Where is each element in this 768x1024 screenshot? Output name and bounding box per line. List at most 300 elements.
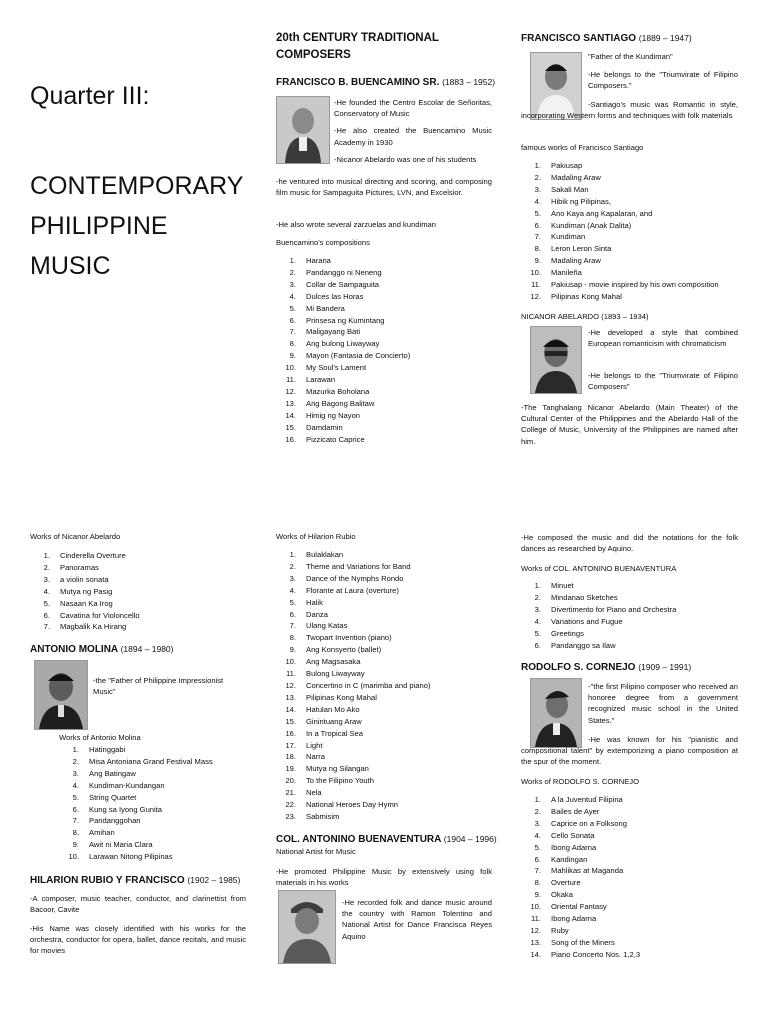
list-item-text: Florante at Laura (overture) [306,585,399,595]
list-item-text: Bulong Liwayway [306,669,365,679]
list-item-text: Song of the Miners [551,937,615,947]
list-item-text: Prinsesa ng Kumintang [306,315,385,325]
list-item-text: Nela [306,788,322,798]
list-number: 9. [72,840,79,850]
cornejo-bullet: -"the first Filipino composer who received an honoree degree from a government recognized music school in the United States." [588,682,738,725]
list-item [524,231,738,243]
composer-name: NICANOR ABELARDO [521,312,600,321]
list-number: 10. [285,657,296,667]
list-number: 11. [286,669,296,679]
list-item-text: Dulces las Horas [306,291,364,301]
buenaventura-paragraph: -He promoted Philippine Music by extensively using folk materials in his works [276,867,492,888]
list-item-text: My Soul's Lament [306,363,367,373]
list-item [524,640,738,652]
cornejo-bullet: -He was known for his "pianistic and compositional talent" by extemporizing a piano composition at the spur of the moment. [521,735,738,767]
buencamino-works-list [279,255,489,446]
list-number: 12. [530,291,541,301]
list-item [33,550,233,562]
list-item-text: To the Filipino Youth [306,776,374,786]
list-item [524,901,738,913]
list-item [279,751,489,763]
list-item-text: Sabmisim [306,811,340,821]
list-item-text: In a Tropical Sea [306,728,363,738]
buenaventura-photo [278,890,336,964]
list-item [279,728,489,740]
list-item-text: Ruby [551,925,569,935]
list-item [279,398,489,410]
works-label: Buencamino's compositions [276,238,370,247]
list-number: 2. [43,562,50,572]
list-item [524,208,738,220]
list-item [524,806,738,818]
list-number: 20. [285,776,296,786]
list-number: 7. [534,232,541,242]
list-item [279,775,489,787]
list-item-text: Theme and Variations for Band [306,561,411,571]
list-number: 12. [530,925,541,935]
molina-works-list [62,744,252,863]
list-item [524,925,738,937]
list-item [524,830,738,842]
list-number: 10. [68,852,79,862]
list-number: 9. [289,645,296,655]
list-item [279,386,489,398]
list-item-text: Oriental Fantasy [551,902,607,912]
list-number: 3. [534,818,541,828]
list-number: 3. [534,184,541,194]
works-label: Works of Hilarion Rubio [276,532,356,541]
list-item-text: Narra [306,752,325,762]
list-number: 15. [285,422,296,432]
list-number: 5. [43,598,50,608]
buencamino-photo [276,96,330,164]
list-number: 3. [43,574,50,584]
abelardo-bullet: -He belongs to the "Triumvirate of Filipino Composers" [588,371,738,392]
list-number: 2. [534,592,541,602]
list-item [279,279,489,291]
list-number: 14. [285,410,296,420]
list-item-text: Maligayang Bati [306,327,361,337]
list-item [33,574,233,586]
list-number: 1. [534,161,541,170]
list-item [279,561,489,573]
list-number: 23. [285,811,296,821]
list-number: 13. [530,937,541,947]
list-number: 17. [285,740,296,750]
molina-bullet: -the "Father of Philippine Impressionist Music" [93,676,224,697]
list-item [279,303,489,315]
molina-heading [30,642,174,657]
list-item-text: Ang Magsasaka [306,657,361,667]
list-item-text: Overture [551,878,581,888]
list-item-text: Halik [306,597,323,607]
list-item [524,291,738,303]
list-item-text: Divertimento for Piano and Orchestra [551,604,677,614]
list-item [62,815,252,827]
list-item [279,350,489,362]
rubio-paragraph: -A composer, music teacher, conductor, and clarinettist from Bacoor, Cavite [30,894,246,915]
list-item [524,818,738,830]
composer-years: (1909 – 1991) [638,662,692,672]
list-item [279,422,489,434]
composer-name: FRANCISCO B. BUENCAMINO SR. [276,77,440,88]
list-number: 8. [534,878,541,888]
bullet-text: -He founded the Centro Escolar de Señoritas, Conservatory of Music [334,98,492,119]
list-number: 6. [534,220,541,230]
composer-years: (1902 – 1985) [187,875,241,885]
list-number: 1. [72,745,79,754]
list-number: 1. [534,795,541,804]
list-item-text: National Heroes Day Hymn [306,800,399,810]
composer-years: (1893 – 1934) [601,312,649,321]
list-item [279,716,489,728]
list-number: 8. [72,828,79,838]
composer-name: RODOLFO S. CORNEJO [521,662,636,673]
list-item-text: Amihan [89,828,115,838]
list-item [33,598,233,610]
list-item [279,291,489,303]
list-item-text: Minuet [551,581,574,590]
list-number: 11. [286,375,296,385]
list-item [62,839,252,851]
list-item [524,160,738,172]
list-number: 2. [72,756,79,766]
list-number: 18. [285,752,296,762]
title-line: MUSIC [30,252,111,280]
list-item-text: Hatinggabi [89,745,126,754]
list-item [33,586,233,598]
list-item [524,279,738,291]
list-item-text: Panoramas [60,562,99,572]
composer-years: (1904 – 1996) [443,834,497,844]
list-item [524,854,738,866]
list-number: 13. [285,692,296,702]
abelardo-bullet: -He developed a style that combined European romanticism with chromaticism [588,328,738,349]
cornejo-works-list [524,794,738,961]
list-number: 2. [534,172,541,182]
list-item [279,362,489,374]
list-item-text: Twopart Invention (piano) [306,633,392,643]
list-item [279,620,489,632]
list-number: 12. [285,680,296,690]
list-number: 1. [534,581,541,590]
list-item-text: Larawan Nitong Pilipinas [89,852,173,862]
list-item [524,628,738,640]
list-number: 16. [285,728,296,738]
list-item-text: Dance of the Nymphs Rondo [306,573,404,583]
list-item-text: Ang Batingaw [89,768,136,778]
composer-years: (1889 – 1947) [638,33,692,43]
list-item-text: Manileña [551,268,582,278]
composer-name: HILARION RUBIO Y FRANCISCO [30,875,185,886]
list-number: 12. [285,386,296,396]
list-number: 5. [289,597,296,607]
santiago-bullet: "Father of the Kundiman" [588,52,673,61]
list-item [279,811,489,823]
list-item [279,740,489,752]
list-item-text: a violin sonata [60,574,109,584]
works-label: Works of Antonio Molina [59,733,141,742]
list-item-text: Mazurka Boholana [306,386,370,396]
works-label: Works of RODOLFO S. CORNEJO [521,777,639,786]
abelardo-heading [521,310,649,324]
list-item-text: Pakiusap [551,161,583,170]
list-item-text: Mutya ng Silangan [306,764,369,774]
list-item [524,580,738,592]
list-item [279,410,489,422]
list-number: 8. [289,339,296,349]
list-number: 9. [534,256,541,266]
list-item-text: Ang Bagong Balitaw [306,398,375,408]
abelardo-paragraph: -The Tanghalang Nicanor Abelardo (Main Theater) of the Cultural Center of the Philippines and the Abelardo Hall of the College of Music, University of the Philippines are named after him. [521,403,738,446]
list-item-text: Kundiman-Kundangan [89,780,165,790]
list-item-text: Ibong Adarna [551,914,597,924]
list-number: 11. [531,280,541,290]
quarter-title: Quarter III: [30,82,150,110]
list-number: 6. [289,609,296,619]
list-number: 7. [289,327,296,337]
list-item-text: Concertino in C (marimba and piano) [306,680,431,690]
list-item [33,610,233,622]
list-item-text: Piano Concerto Nos. 1,2,3 [551,949,641,959]
list-number: 4. [289,291,296,301]
list-item [33,621,233,633]
list-item [524,255,738,267]
list-item-text: Kandingan [551,854,588,864]
list-number: 7. [289,621,296,631]
list-item-text: Ibong Adarna [551,842,597,852]
list-item-text: Mi Bandera [306,303,345,313]
list-item-text: Pilipinas Kong Mahal [306,692,377,702]
works-label: Works of Nicanor Abelardo [30,532,121,541]
list-number: 4. [43,586,50,596]
list-number: 4. [534,196,541,206]
list-number: 8. [534,244,541,254]
list-number: 3. [289,573,296,583]
santiago-bullet: -He belongs to the "Triumvirate of Filipino Composers." [588,70,738,91]
list-item [279,338,489,350]
list-number: 4. [72,780,79,790]
list-number: 14. [285,704,296,714]
list-item-text: Ang Konsyerto (ballet) [306,645,382,655]
abelardo-works-list [33,550,233,633]
list-item [279,680,489,692]
list-item-text: Madaling Araw [551,256,601,266]
list-item [62,780,252,792]
composer-name: FRANCISCO SANTIAGO [521,33,636,44]
list-item-text: Pandanggohan [89,816,141,826]
list-item [524,243,738,255]
list-item [279,315,489,327]
section-heading [276,31,496,62]
list-item [279,644,489,656]
list-number: 4. [534,616,541,626]
list-item [62,827,252,839]
list-item [279,585,489,597]
list-number: 1. [289,256,296,265]
buencamino-paragraph: -he ventured into musical directing and scoring, and composing film music for Sampaguita Pictures, LVN, and Excelsior. [276,177,492,198]
list-number: 2. [289,561,296,571]
list-item-text: Misa Antoniana Grand Festival Mass [89,756,213,766]
list-number: 10. [285,363,296,373]
list-item-text: Ano Kaya ang Kapalaran, and [551,208,653,218]
buenaventura-subtitle: National Artist for Music [276,847,356,856]
list-item [279,255,489,267]
list-number: 10. [530,268,541,278]
list-item-text: Ulang Katas [306,621,348,631]
bullet-text: -He also created the Buencamino Music Academy in 1930 [334,126,492,147]
list-item [279,704,489,716]
santiago-works-list [524,160,738,303]
section-heading-line: 20th CENTURY TRADITIONAL [276,32,439,44]
list-item [524,604,738,616]
list-item [524,937,738,949]
list-item-text: Bailes de Ayer [551,806,600,816]
works-label: Works of COL. ANTONINO BUENAVENTURA [521,564,677,573]
list-item [279,549,489,561]
list-number: 13. [285,398,296,408]
list-item-text: Bulaklakan [306,550,344,559]
list-item [279,267,489,279]
list-item-text: Hibik ng Pilipinas, [551,196,611,206]
list-number: 5. [534,628,541,638]
list-number: 3. [72,768,79,778]
list-item-text: Mindanao Sketches [551,592,618,602]
title-line: CONTEMPORARY [30,172,244,200]
list-item [62,851,252,863]
list-item [279,434,489,446]
list-number: 11. [531,914,541,924]
list-number: 9. [534,890,541,900]
list-number: 1. [289,550,296,559]
list-item-text: Awit ni Maria Clara [89,840,153,850]
buenaventura-paragraph: -He composed the music and did the notations for the folk dances as researched by Aquino. [521,533,738,554]
list-item-text: Pizzicato Caprice [306,434,365,444]
list-number: 5. [72,792,79,802]
works-label: famous works of Francisco Santiago [521,143,644,152]
list-item [524,592,738,604]
page-title [30,166,243,286]
list-number: 16. [285,434,296,444]
list-number: 14. [530,949,541,959]
buencamino-bullets [334,97,492,165]
list-item [62,744,252,756]
list-item [524,913,738,925]
cornejo-heading [521,660,691,675]
list-number: 21. [285,788,296,798]
list-item [279,632,489,644]
list-item-text: String Quartet [89,792,137,802]
list-item [279,799,489,811]
list-item [279,692,489,704]
list-item [279,787,489,799]
list-item-text: Light [306,740,323,750]
list-number: 6. [72,804,79,814]
list-item-text: Harana [306,256,331,265]
list-item [279,763,489,775]
list-item-text: Mayon (Fantasia de Concierto) [306,351,411,361]
list-number: 6. [289,315,296,325]
list-number: 3. [289,279,296,289]
buenaventura-heading [276,832,497,847]
composer-years: (1894 – 1980) [120,644,174,654]
list-item [279,668,489,680]
list-item-text: Pilipinas Kong Mahal [551,291,622,301]
list-number: 8. [289,633,296,643]
list-item [62,756,252,768]
list-number: 9. [289,351,296,361]
list-item-text: Cello Sonata [551,830,595,840]
composer-name: COL. ANTONINO BUENAVENTURA [276,834,441,845]
list-item-text: Ginintuang Araw [306,716,362,726]
list-item-text: Pandanggo sa Ilaw [551,640,616,650]
list-item [279,326,489,338]
list-item-text: Madaling Araw [551,172,601,182]
list-item-text: Cinderella Overture [60,551,126,560]
list-item-text: Kundiman (Anak Dalita) [551,220,632,230]
list-item [279,374,489,386]
list-number: 7. [43,622,50,632]
list-number: 6. [534,640,541,650]
list-item-text: Greetings [551,628,584,638]
santiago-heading [521,31,692,46]
list-number: 6. [534,854,541,864]
list-number: 3. [534,604,541,614]
composer-name: ANTONIO MOLINA [30,644,118,655]
list-item [33,562,233,574]
list-number: 15. [285,716,296,726]
list-item [62,792,252,804]
list-item-text: Okaka [551,890,573,900]
list-item-text: Larawan [306,375,336,385]
composer-years: (1883 – 1952) [442,77,496,87]
buenaventura-works-list [524,580,738,651]
list-item-text: Kung sa Iyong Gunita [89,804,163,814]
rubio-works-list [279,549,489,823]
list-item [524,172,738,184]
list-item-text: Magbalik Ka Hirang [60,622,127,632]
list-number: 4. [289,585,296,595]
list-item [62,804,252,816]
buenaventura-bullet: -He recorded folk and dance music around the country with Ramon Tolentino and National Artist for Dance Francisca Reyes Aquino [342,898,492,941]
list-item [524,794,738,806]
list-item-text: Nasaan Ka Irog [60,598,113,608]
list-item-text: Collar de Sampaguita [306,279,380,289]
list-number: 5. [534,842,541,852]
list-item [524,949,738,961]
list-item [279,656,489,668]
list-item-text: Mahlikas at Maganda [551,866,624,876]
list-item-text: Himig ng Nayon [306,410,361,420]
list-number: 5. [289,303,296,313]
list-item-text: Caprice on a Folksong [551,818,627,828]
list-item-text: Danza [306,609,328,619]
list-number: 7. [534,866,541,876]
molina-photo [34,660,88,730]
list-number: 7. [72,816,79,826]
list-item-text: Mutya ng Pasig [60,586,113,596]
list-number: 4. [534,830,541,840]
bullet-text: -Nicanor Abelardo was one of his students [334,154,477,164]
list-item-text: A la Juventud Filipina [551,795,623,804]
list-item-text: Pakiusap - movie inspired by his own composition [551,280,719,290]
list-item-text: Damdamin [306,422,343,432]
list-item-text: Ang bulong Liwayway [306,339,380,349]
rubio-paragraph: -His Name was closely identified with his works for the orchestra, conductor for opera, ballet, dance recitals, and music for movies [30,924,246,956]
list-item [62,768,252,780]
list-number: 6. [43,610,50,620]
list-number: 22. [285,800,296,810]
